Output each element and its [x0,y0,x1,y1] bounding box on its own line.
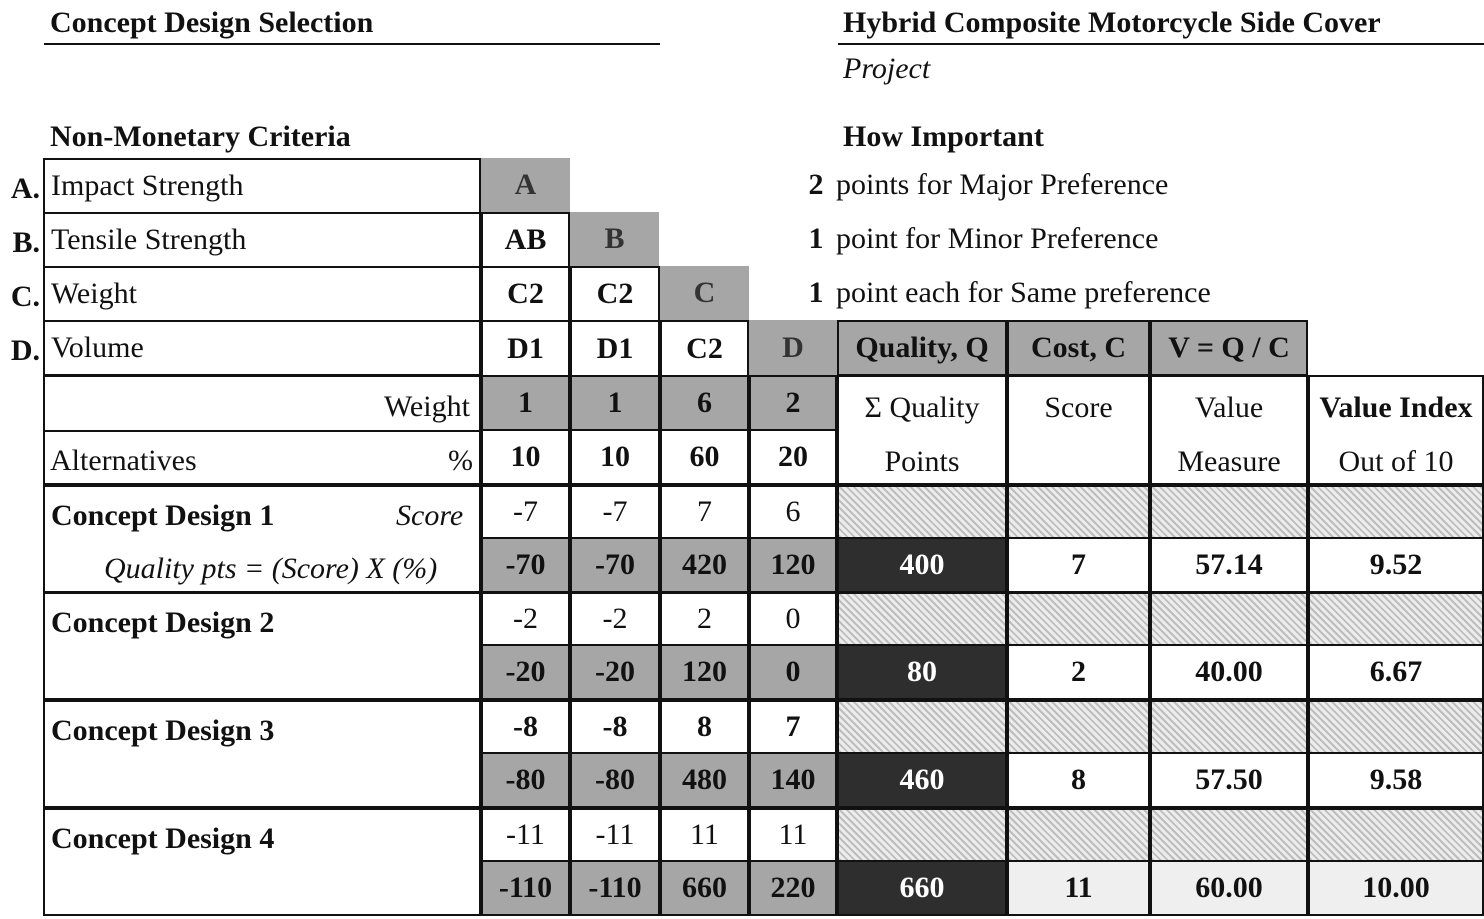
header-line: Value [1194,391,1264,424]
criterion-label: Tensile Strength [51,223,247,256]
hatched-cell [1308,700,1484,754]
quality-points-cell: 120 [660,644,749,700]
quality-points-cell: -80 [570,752,660,808]
hatched-cell [1150,808,1308,862]
divider [45,430,479,432]
score-cell: 7 [660,485,749,539]
weight-cell: 6 [660,375,749,431]
cost-header: Cost, C [1007,320,1150,376]
pairwise-cell-ad: D1 [481,320,570,377]
value-index-header [1308,375,1484,485]
criterion-weight [43,266,481,322]
hatched-cell [1150,700,1308,754]
hatched-cell [1150,485,1308,539]
pairwise-cell-ab: AB [481,212,570,268]
percent-symbol: % [448,444,473,477]
quality-points-cell: 140 [749,752,837,808]
score-cell: 8 [660,700,749,754]
score-cell: -11 [570,808,660,862]
quality-points-cell: 420 [660,537,749,593]
legend-item [796,168,1168,202]
percent-cell: 10 [481,429,570,485]
criterion-volume [43,320,481,376]
header-line: Value Index [1319,391,1473,424]
pairwise-label-d: D [749,320,837,375]
quality-points-cell: 0 [749,644,837,700]
weight-cell: 1 [570,375,660,431]
quality-points-header [837,375,1007,485]
score-cell: 6 [749,485,837,539]
score-cell: -11 [481,808,570,862]
value-measure-cell: 60.00 [1150,860,1308,916]
formula-label: Quality pts = (Score) X (%) [104,552,438,585]
pairwise-label-b: B [570,212,659,266]
quality-points-cell: 120 [749,537,837,593]
quality-total-cell: 660 [837,860,1007,916]
value-header: V = Q / C [1150,320,1308,376]
score-cell: -7 [481,485,570,539]
quality-points-cell: -70 [481,537,570,593]
design-name: Concept Design 4 [51,822,275,855]
quality-total-cell: 80 [837,644,1007,700]
quality-header: Quality, Q [837,320,1007,376]
hatched-cell [1007,592,1150,646]
score-header [1007,375,1150,485]
value-index-cell: 6.67 [1308,644,1484,700]
quality-points-cell: -20 [481,644,570,700]
quality-points-cell: -110 [570,860,660,916]
score-cell: -8 [570,700,660,754]
legend-points: 2 [808,168,824,201]
hatched-cell [1308,808,1484,862]
score-cell: 11 [749,808,837,862]
quality-points-cell: 660 [660,860,749,916]
value-index-cell: 9.58 [1308,752,1484,808]
criteria-letter: A. [10,172,40,205]
header-line: Σ Quality [864,391,980,424]
hatched-cell [837,592,1007,646]
criterion-label: Impact Strength [51,169,244,202]
title-underline [44,43,660,45]
header-line: Measure [1177,445,1281,478]
hatched-cell [837,485,1007,539]
weight-cell: 2 [749,375,837,431]
project-underline [838,43,1484,45]
header-line: Score [1044,391,1113,424]
score-cell: -8 [481,700,570,754]
score-cell: -2 [481,592,570,646]
score-label: Score [396,499,464,532]
weight-cell: 1 [481,375,570,431]
legend-points: 1 [808,276,824,309]
cost-score-cell: 11 [1007,860,1150,916]
legend-text: points for Major Preference [836,168,1169,201]
quality-points-cell: 220 [749,860,837,916]
hatched-cell [837,808,1007,862]
pairwise-cell-bd: D1 [570,320,660,377]
pairwise-cell-cd: C2 [660,320,749,377]
alternatives-label: Alternatives [50,444,197,477]
page-title: Concept Design Selection [50,6,374,39]
value-measure-header [1150,375,1308,485]
design-name: Concept Design 3 [51,714,275,747]
criterion-tensile-strength [43,212,481,268]
criterion-label: Volume [51,331,144,364]
legend-item [796,276,1211,310]
hatched-cell [1007,485,1150,539]
criteria-letter: D. [10,334,40,367]
pairwise-label-a: A [481,158,570,212]
value-measure-cell: 57.50 [1150,752,1308,808]
criteria-title: Non-Monetary Criteria [50,120,351,153]
hatched-cell [1308,485,1484,539]
percent-cell: 60 [660,429,749,485]
percent-cell: 10 [570,429,660,485]
percent-cell: 20 [749,429,837,485]
criteria-letter: B. [12,226,40,259]
score-cell: -7 [570,485,660,539]
cost-score-cell: 7 [1007,537,1150,593]
criterion-label: Weight [51,277,137,310]
quality-total-cell: 400 [837,537,1007,593]
score-cell: 0 [749,592,837,646]
quality-points-cell: -20 [570,644,660,700]
score-cell: -2 [570,592,660,646]
hatched-cell [1007,700,1150,754]
project-title: Hybrid Composite Motorcycle Side Cover [843,6,1381,39]
value-index-cell: 9.52 [1308,537,1484,593]
value-measure-cell: 57.14 [1150,537,1308,593]
importance-title: How Important [843,120,1044,153]
header-line: Points [884,445,960,478]
quality-total-cell: 460 [837,752,1007,808]
score-cell: 2 [660,592,749,646]
design-name: Concept Design 2 [51,606,275,639]
cost-score-cell: 8 [1007,752,1150,808]
legend-text: point each for Same preference [836,276,1211,309]
quality-points-cell: 480 [660,752,749,808]
legend-points: 1 [808,222,824,255]
hatched-cell [1308,592,1484,646]
criteria-letter: C. [10,280,40,313]
value-index-cell: 10.00 [1308,860,1484,916]
hatched-cell [837,700,1007,754]
cost-score-cell: 2 [1007,644,1150,700]
weight-label: Weight [384,390,470,423]
criterion-impact-strength [43,158,481,214]
hatched-cell [1150,592,1308,646]
quality-points-cell: -80 [481,752,570,808]
hatched-cell [1007,808,1150,862]
legend-item [796,222,1158,256]
pairwise-label-c: C [660,266,749,320]
project-label: Project [843,52,931,85]
pairwise-cell-ac: C2 [481,266,570,322]
score-cell: 11 [660,808,749,862]
legend-text: point for Minor Preference [836,222,1159,255]
pairwise-cell-bc: C2 [570,266,660,322]
quality-points-cell: -70 [570,537,660,593]
design-name: Concept Design 1 [51,499,275,532]
value-measure-cell: 40.00 [1150,644,1308,700]
quality-points-cell: -110 [481,860,570,916]
header-line: Out of 10 [1338,445,1454,478]
score-cell: 7 [749,700,837,754]
